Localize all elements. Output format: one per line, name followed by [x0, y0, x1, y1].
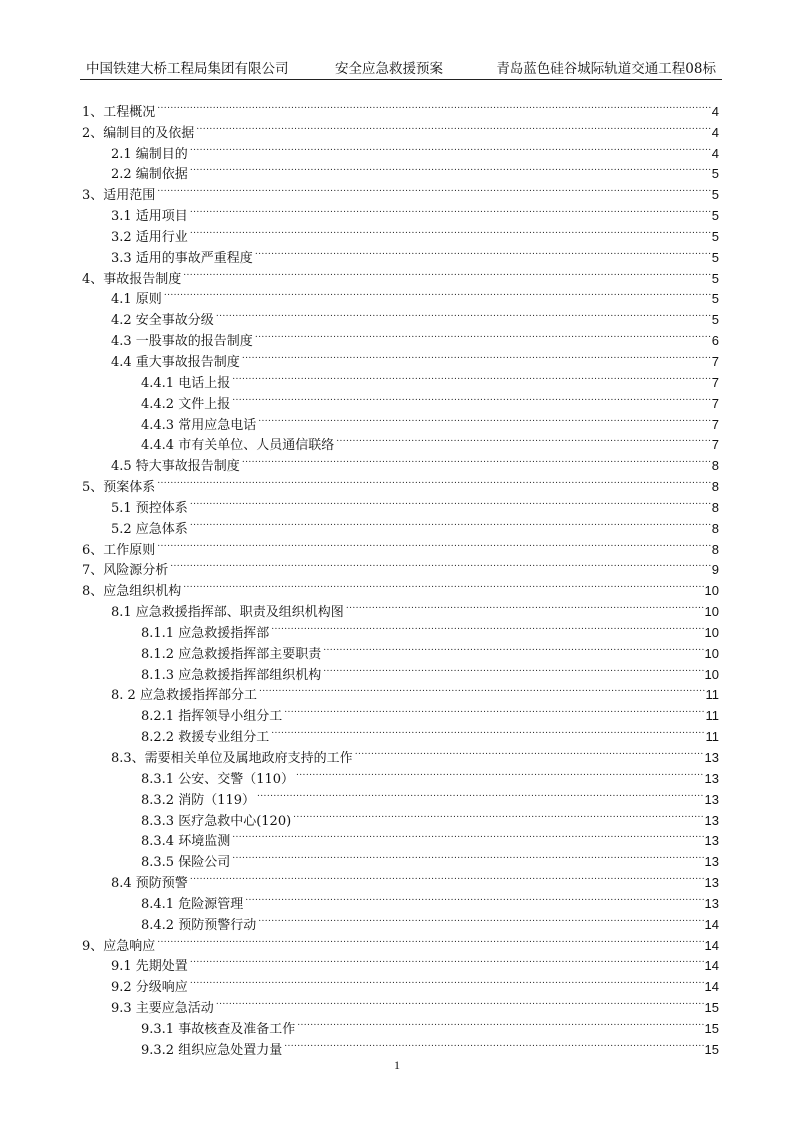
toc-dot-leader	[190, 491, 711, 512]
toc-entry[interactable]	[82, 470, 719, 496]
toc-dot-leader	[258, 408, 711, 429]
toc-entry[interactable]	[82, 554, 719, 579]
toc-entry-page: 13	[704, 770, 719, 786]
toc-dot-leader	[232, 387, 711, 408]
toc-entry-page: 10	[704, 645, 719, 661]
toc-entry[interactable]	[82, 950, 719, 975]
toc-dot-leader	[216, 991, 704, 1012]
toc-entry-title: 4.4.2 文件上报	[141, 396, 231, 412]
toc-dot-leader	[232, 845, 703, 866]
toc-entry-page: 8	[711, 479, 719, 495]
toc-dot-leader	[336, 429, 711, 450]
toc-entry[interactable]	[82, 929, 719, 954]
toc-entry-title: 4.3 一股事故的报告制度	[111, 334, 253, 350]
toc-entry-title: 8.4.1 危险源管理	[141, 896, 244, 912]
toc-entry-title: 8.2.2 救援专业组分工	[141, 730, 270, 746]
toc-entry[interactable]	[82, 574, 719, 600]
toc-dot-leader	[346, 595, 704, 616]
toc-dot-leader	[190, 199, 711, 220]
toc-entry[interactable]	[82, 199, 719, 225]
toc-entry-title: 9.3.2 组织应急处置力量	[141, 1042, 283, 1058]
toc-dot-leader	[323, 658, 703, 679]
header-project-name: 青岛蓝色硅谷城际轨道交通工程08标	[496, 61, 716, 77]
toc-entry-page: 14	[704, 958, 719, 974]
toc-entry-page: 7	[711, 374, 719, 390]
toc-entry-title: 1、工程概况	[82, 104, 156, 120]
toc-entry-title: 8.1 应急救援指挥部、职责及组织机构图	[111, 605, 344, 621]
toc-entry-title: 9.3.1 事故核查及准备工作	[141, 1021, 296, 1037]
toc-dot-leader	[242, 449, 711, 470]
toc-entry-title: 8.1.1 应急救援指挥部	[141, 625, 270, 641]
toc-entry-page: 10	[704, 604, 719, 620]
toc-entry-title: 5.1 预控体系	[111, 500, 188, 516]
toc-dot-leader	[196, 116, 710, 137]
toc-entry-title: 8.2.1 指挥领导小组分工	[141, 709, 283, 725]
toc-entry-page: 14	[704, 937, 719, 953]
toc-entry-title: 6、工作原则	[82, 542, 156, 558]
toc-entry-title: 8.3.2 消防（119）	[141, 792, 256, 808]
toc-entry-page: 5	[711, 187, 719, 203]
toc-entry-page: 13	[704, 895, 719, 911]
toc-entry-title: 8.3、需要相关单位及属地政府支持的工作	[111, 751, 353, 766]
header-document-title: 安全应急救援预案	[335, 61, 443, 77]
toc-dot-leader	[232, 825, 703, 846]
toc-entry-title: 8、应急组织机构	[82, 584, 182, 600]
toc-entry-title: 3.3 适用的事故严重程度	[111, 250, 253, 266]
toc-dot-leader	[293, 804, 703, 825]
toc-dot-leader	[296, 762, 704, 783]
toc-entry-page: 7	[711, 416, 719, 432]
toc-entry-page: 4	[711, 145, 719, 161]
page-header	[80, 55, 720, 79]
toc-entry-page: 14	[704, 979, 719, 995]
toc-dot-leader	[257, 783, 704, 804]
toc-entry-page: 11	[705, 729, 719, 745]
toc-dot-leader	[323, 637, 703, 658]
page-number: 1	[394, 1058, 400, 1072]
toc-dot-leader	[183, 574, 703, 595]
toc-dot-leader	[284, 1033, 703, 1054]
toc-entry-title: 8.3.3 医疗急救中心(120)	[141, 813, 292, 829]
toc-dot-leader	[242, 345, 711, 366]
toc-entry[interactable]	[82, 283, 719, 308]
toc-entry-page: 15	[704, 1020, 719, 1036]
toc-dot-leader	[255, 324, 711, 345]
toc-entry-title: 8.4 预防预警	[111, 876, 188, 892]
toc-entry-title: 4.4.3 常用应急电话	[141, 417, 257, 433]
toc-entry-title: 4、事故报告制度	[82, 271, 182, 287]
toc-entry-title: 2.1 编制目的	[111, 146, 188, 162]
toc-entry-title: 5.2 应急体系	[111, 521, 188, 537]
toc-entry-page: 7	[711, 437, 719, 453]
toc-entry-page: 13	[704, 854, 719, 870]
toc-dot-leader	[258, 908, 703, 929]
toc-entry-title: 4.2 安全事故分级	[111, 313, 214, 329]
toc-entry-title: 3.2 适用行业	[111, 229, 188, 245]
toc-entry-page: 5	[711, 270, 719, 286]
toc-entry-title: 9.1 先期处置	[111, 959, 188, 975]
toc-entry-page: 5	[711, 228, 719, 244]
toc-dot-leader	[157, 178, 710, 199]
toc-dot-leader	[245, 887, 703, 908]
toc-entry-title: 8.3.4 环境监测	[141, 834, 231, 850]
toc-entry-page: 10	[704, 583, 719, 599]
toc-dot-leader	[170, 554, 710, 575]
toc-entry-title: 8.3.5 保险公司	[141, 855, 231, 871]
toc-entry-page: 5	[711, 249, 719, 265]
toc-entry-page: 13	[704, 833, 719, 849]
toc-dot-leader	[255, 241, 711, 262]
toc-dot-leader	[271, 720, 704, 741]
toc-entry-page: 8	[711, 458, 719, 474]
toc-dot-leader	[190, 970, 704, 991]
toc-entry-page: 11	[705, 708, 719, 724]
toc-dot-leader	[190, 866, 704, 887]
toc-entry-page: 8	[711, 541, 719, 557]
toc-entry-page: 13	[704, 791, 719, 807]
toc-entry-page: 5	[711, 208, 719, 224]
toc-entry-page: 5	[711, 166, 719, 182]
toc-dot-leader	[297, 1012, 703, 1033]
toc-dot-leader	[157, 470, 710, 491]
toc-entry-page: 10	[704, 624, 719, 640]
toc-entry-title: 7、风险源分析	[82, 563, 169, 579]
toc-entry[interactable]	[82, 491, 719, 516]
toc-entry-page: 8	[711, 520, 719, 536]
toc-entry-title: 3.1 适用项目	[111, 209, 188, 225]
toc-entry-title: 5、预案体系	[82, 480, 156, 496]
toc-entry-page: 13	[704, 875, 719, 891]
toc-dot-leader	[284, 699, 704, 720]
toc-entry-page: 10	[704, 666, 719, 682]
toc-dot-leader	[259, 679, 705, 700]
toc-dot-leader	[157, 533, 710, 554]
toc-entry-title: 8. 2 应急救援指挥部分工	[111, 688, 257, 704]
toc-entry-page: 15	[704, 1041, 719, 1057]
toc-entry-title: 4.5 特大事故报告制度	[111, 459, 240, 475]
toc-entry[interactable]	[82, 95, 719, 120]
toc-entry-title: 9.3 主要应急活动	[111, 1001, 214, 1017]
toc-entry-title: 3、适用范围	[82, 188, 156, 204]
toc-dot-leader	[183, 262, 710, 283]
header-company: 中国铁建大桥工程局集团有限公司	[86, 61, 289, 77]
toc-entry-title: 8.1.2 应急救援指挥部主要职责	[141, 646, 322, 662]
table-of-contents	[82, 95, 719, 1058]
toc-dot-leader	[271, 616, 703, 637]
toc-dot-leader	[190, 158, 711, 179]
toc-entry-title: 8.4.2 预防预警行动	[141, 917, 257, 933]
toc-entry-title: 8.3.1 公安、交警（110）	[141, 771, 295, 787]
toc-dot-leader	[190, 137, 711, 158]
toc-entry-page: 5	[711, 312, 719, 328]
toc-entry-page: 8	[711, 499, 719, 515]
toc-entry[interactable]	[82, 178, 719, 204]
toc-entry-page: 7	[711, 395, 719, 411]
toc-entry-title: 8.1.3 应急救援指挥部组织机构	[141, 667, 322, 683]
header-divider	[80, 79, 722, 80]
toc-entry-page: 7	[711, 353, 719, 369]
toc-entry-page: 15	[704, 1000, 719, 1016]
toc-dot-leader	[232, 366, 711, 387]
toc-entry-title: 9.2 分级响应	[111, 980, 188, 996]
toc-entry-title: 4.4.1 电话上报	[141, 375, 231, 391]
toc-entry-page: 4	[711, 103, 719, 119]
toc-dot-leader	[190, 512, 711, 533]
toc-dot-leader	[216, 303, 711, 324]
toc-entry-page: 13	[704, 750, 719, 765]
toc-entry-page: 5	[711, 291, 719, 307]
toc-dot-leader	[157, 929, 703, 950]
toc-entry-page: 6	[711, 333, 719, 349]
toc-entry-title: 2、编制目的及依据	[82, 125, 195, 141]
toc-entry-page: 11	[705, 687, 719, 703]
toc-entry-page: 13	[704, 812, 719, 828]
toc-entry-title: 2.2 编制依据	[111, 167, 188, 183]
toc-dot-leader	[157, 95, 710, 116]
toc-entry-title: 4.4.4 市有关单位、人员通信联络	[141, 438, 335, 454]
toc-entry[interactable]	[82, 303, 719, 329]
toc-dot-leader	[355, 741, 704, 762]
toc-entry-page: 9	[711, 562, 719, 578]
toc-entry-page: 14	[704, 916, 719, 932]
toc-entry-title: 4.4 重大事故报告制度	[111, 354, 240, 370]
toc-dot-leader	[190, 950, 704, 971]
toc-entry-title: 9、应急响应	[82, 938, 156, 954]
toc-entry[interactable]	[82, 116, 719, 141]
toc-dot-leader	[190, 220, 711, 241]
toc-dot-leader	[164, 283, 711, 304]
toc-entry-page: 4	[711, 124, 719, 140]
toc-entry-title: 4.1 原则	[111, 292, 162, 308]
toc-entry[interactable]	[82, 533, 719, 558]
